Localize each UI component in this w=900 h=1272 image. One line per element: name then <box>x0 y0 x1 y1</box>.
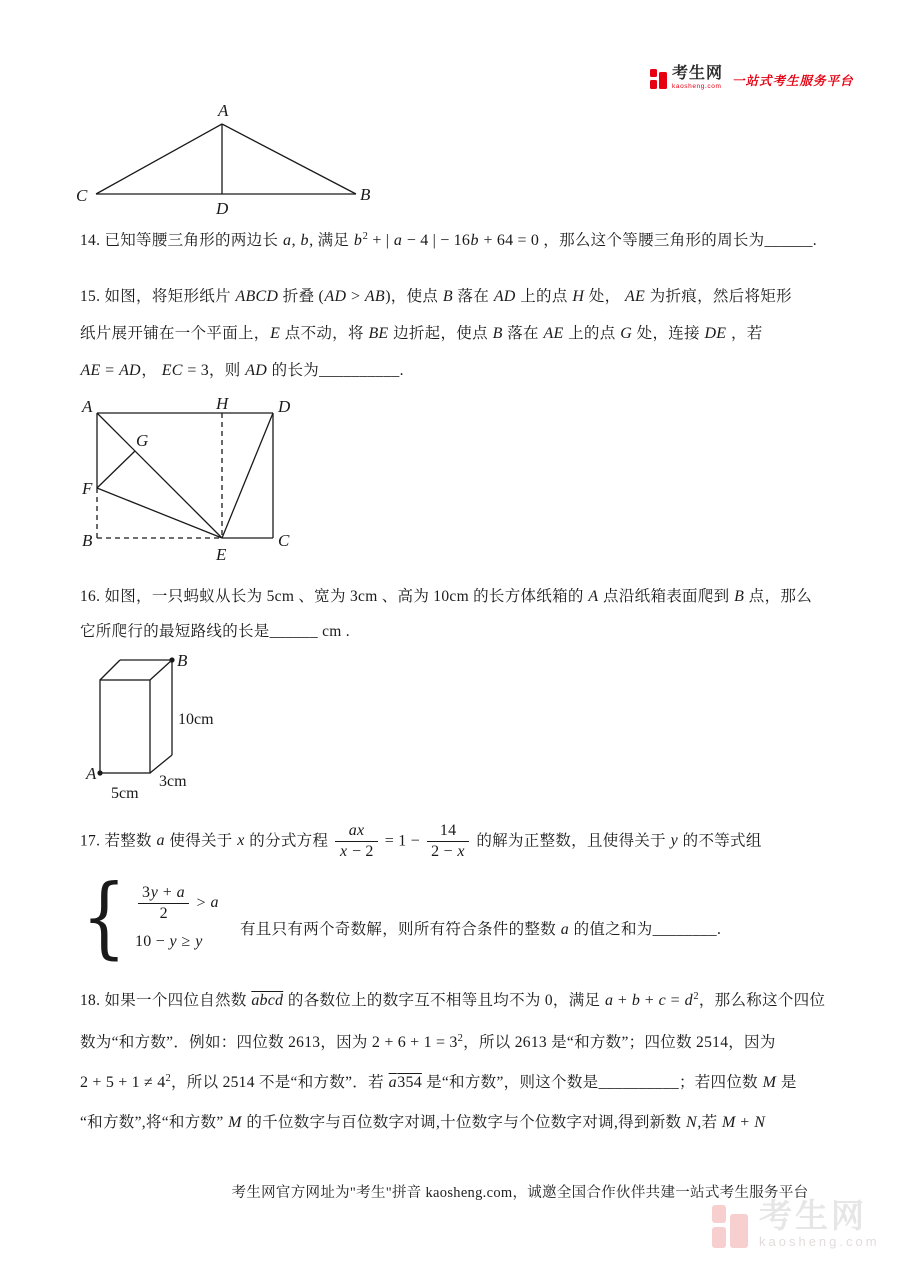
system-brace: { <box>81 865 127 968</box>
dim-height: 10cm <box>178 711 214 728</box>
label-B: B <box>177 651 188 670</box>
question-15-line-2: 纸片展开铺在一个平面上，E 点不动，将 BE 边折起，使点 B 落在 AE 上的点 G 处，连接 DE ，若 <box>80 325 763 342</box>
watermark-domain: kaosheng.com <box>759 1234 880 1249</box>
dim-width: 5cm <box>111 785 139 802</box>
label-F: F <box>82 479 93 498</box>
question-15-line-3: AE = AD， EC = 3，则 AD 的长为__________. <box>80 362 404 379</box>
label-H: H <box>216 398 229 413</box>
rectangle-figure <box>80 398 315 573</box>
logo-domain: kaosheng.com <box>672 83 722 90</box>
label-B: B <box>360 185 371 204</box>
kaosheng-logo-icon <box>650 68 667 91</box>
question-16-line-1: 16. 如图，一只蚂蚁从长为 5cm 、宽为 3cm 、高为 10cm 的长方体纸箱的 A 点沿纸箱表面爬到 B 点，那么 <box>80 588 813 605</box>
watermark-name: 考生网 <box>759 1197 867 1234</box>
question-16-line-2: 它所爬行的最短路线的长是______ cm . <box>80 623 350 640</box>
question-17-line-2: 有且只有两个奇数解，则所有符合条件的整数 a 的值之和为________. <box>240 921 722 938</box>
system-row-1: $\frac{3y + a}{2}$ > a <box>135 884 219 924</box>
question-18-line-4: “和方数”,将“和方数” M 的千位数字与百位数字对调,十位数字与个位数字对调,得到新数 N,若 M + N <box>80 1114 766 1131</box>
site-logo <box>650 66 854 91</box>
label-D: D <box>278 398 291 416</box>
logo-name: 考生网 <box>672 65 724 82</box>
label-E: E <box>216 545 227 564</box>
footer-text: 考生网官方网址为"考生"拼音 kaosheng.com，诚邀全国合作伙伴共建一站式考生服务平台 <box>231 1185 809 1201</box>
question-18-line-1: 18. 如果一个四位自然数 abcd 的各数位上的数字互不相等且均不为 0，满足 $a + b + c = d^2$，那么称这个四位 <box>80 990 826 1009</box>
label-D: D <box>216 199 229 218</box>
label-A: A <box>218 101 229 120</box>
kaosheng-watermark-icon <box>712 1205 748 1253</box>
label-C: C <box>278 531 290 550</box>
question-14-line-1: 14. 已知等腰三角形的两边长 a, b, 满足 $b^2$ + | a − 4 | − 16b + 64 = 0 ，那么这个等腰三角形的周长为______. <box>80 230 817 249</box>
question-15-line-1: 15. 如图，将矩形纸片 ABCD 折叠 (AD > AB)，使点 B 落在 AD 上的点 H 处， AE 为折痕，然后将矩形 <box>80 288 792 305</box>
dim-depth: 3cm <box>159 773 187 790</box>
label-A: A <box>82 398 93 416</box>
system-row-2: 10 − y ≥ y <box>135 932 203 950</box>
box-figure <box>85 648 255 811</box>
question-17-line-1: 17. 若整数 a 使得关于 x 的分式方程 $\frac{ax}{x - 2}$ = 1 − $\frac{14}{2 - x}$ 的解为正整数，且使得关于 y 的不等式组 <box>80 822 762 861</box>
question-18-line-2: 数为“和方数”．例如：四位数 2613，因为 $2 + 6 + 1 = 3^2$，所以 2613 是“和方数”；四位数 2514，因为 <box>80 1032 776 1051</box>
watermark <box>712 1199 880 1253</box>
label-A: A <box>86 764 97 783</box>
logo-tagline: 一站式考生服务平台 <box>732 73 854 88</box>
triangle-figure <box>72 98 372 225</box>
inequality-system <box>76 865 219 968</box>
label-B: B <box>82 531 93 550</box>
question-18-line-3: $2 + 5 + 1 \ne 4^2$，所以 2514 不是“和方数”．若 a354 是“和方数”，则这个数是__________；若四位数 M 是 <box>80 1072 797 1091</box>
label-G: G <box>136 431 149 450</box>
label-C: C <box>76 186 88 205</box>
